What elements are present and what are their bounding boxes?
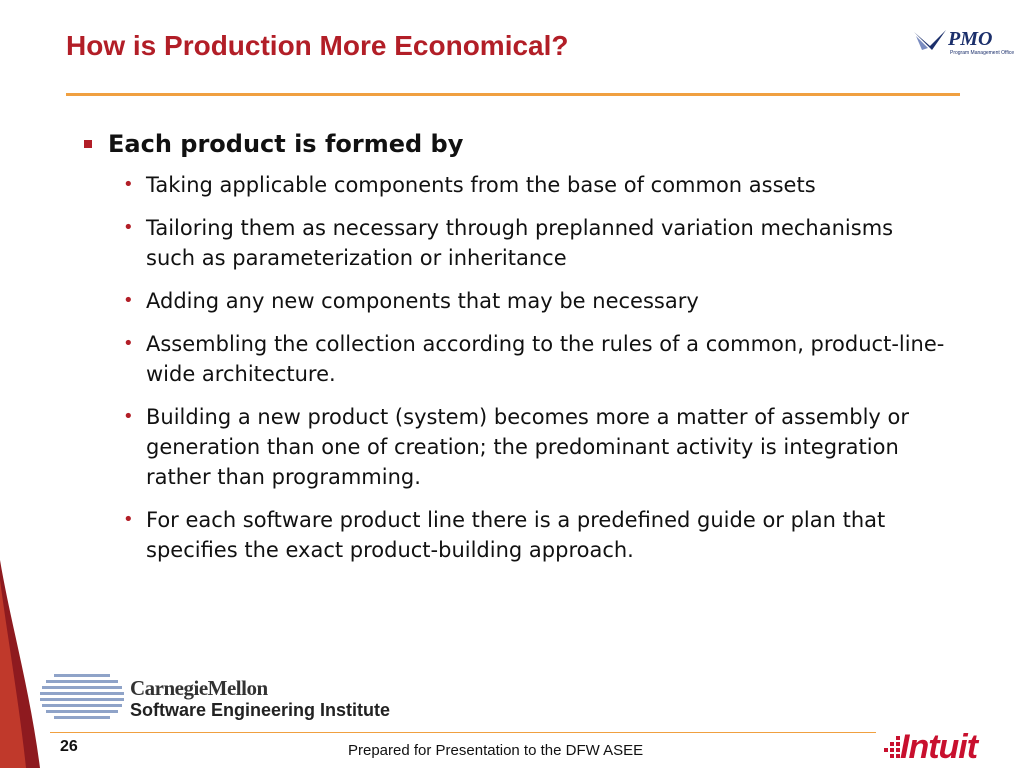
cmu-sei-logo [40,670,420,726]
sub-bullet-text: Building a new product (system) becomes more a matter of assembly or generation than one of creation; the predominant activity is integration rather than programming. [146,405,909,489]
sub-bullet [84,213,946,273]
footer-divider [50,732,876,733]
sub-bullet-text: Assembling the collection according to the rules of a common, product-line-wide architecture. [146,332,945,386]
sub-bullet [84,170,946,200]
bullet-dot-icon: • [123,509,134,530]
pmo-logo [912,26,1015,60]
title-divider [66,93,960,96]
bullet-dot-icon: • [123,333,134,354]
sei-logo-text: Software Engineering Institute [130,700,391,720]
cmu-logo-text: CarnegieMellon [130,676,268,700]
pmo-logo-subtext: Program Management Office [950,50,1015,56]
sub-bullet-text: Adding any new components that may be necessary [146,289,699,313]
pmo-logo-text: PMO [948,28,993,50]
sub-bullet [84,286,946,316]
main-bullet [84,130,964,158]
bullet-dot-icon: • [123,174,134,195]
sub-bullet [84,329,946,389]
main-bullet-text: Each product is formed by [108,130,464,158]
intuit-logo [880,728,1020,768]
bullet-dot-icon: • [123,406,134,427]
slide-title: How is Production More Economical? [66,30,569,61]
square-bullet-icon [84,140,92,148]
sub-bullet [84,505,946,565]
sub-bullet-text: For each software product line there is a predefined guide or plan that specifies the exact product-building approach. [146,508,886,562]
bullet-dot-icon: • [123,217,134,238]
page-number: 26 [60,738,78,755]
intuit-logo-text: Intuit [900,728,978,766]
footer-text: Prepared for Presentation to the DFW ASEE [348,742,644,759]
sub-bullet-text: Taking applicable components from the base of common assets [146,173,816,197]
corner-swoosh-decoration [0,560,40,768]
sub-bullet [84,402,946,492]
bullet-dot-icon: • [123,290,134,311]
slide-body [84,130,964,578]
pmo-swoosh-icon [912,26,948,60]
sub-bullet-text: Tailoring them as necessary through preplanned variation mechanisms such as parameterization or inheritance [146,216,894,270]
cmu-striped-globe-icon [40,672,124,724]
